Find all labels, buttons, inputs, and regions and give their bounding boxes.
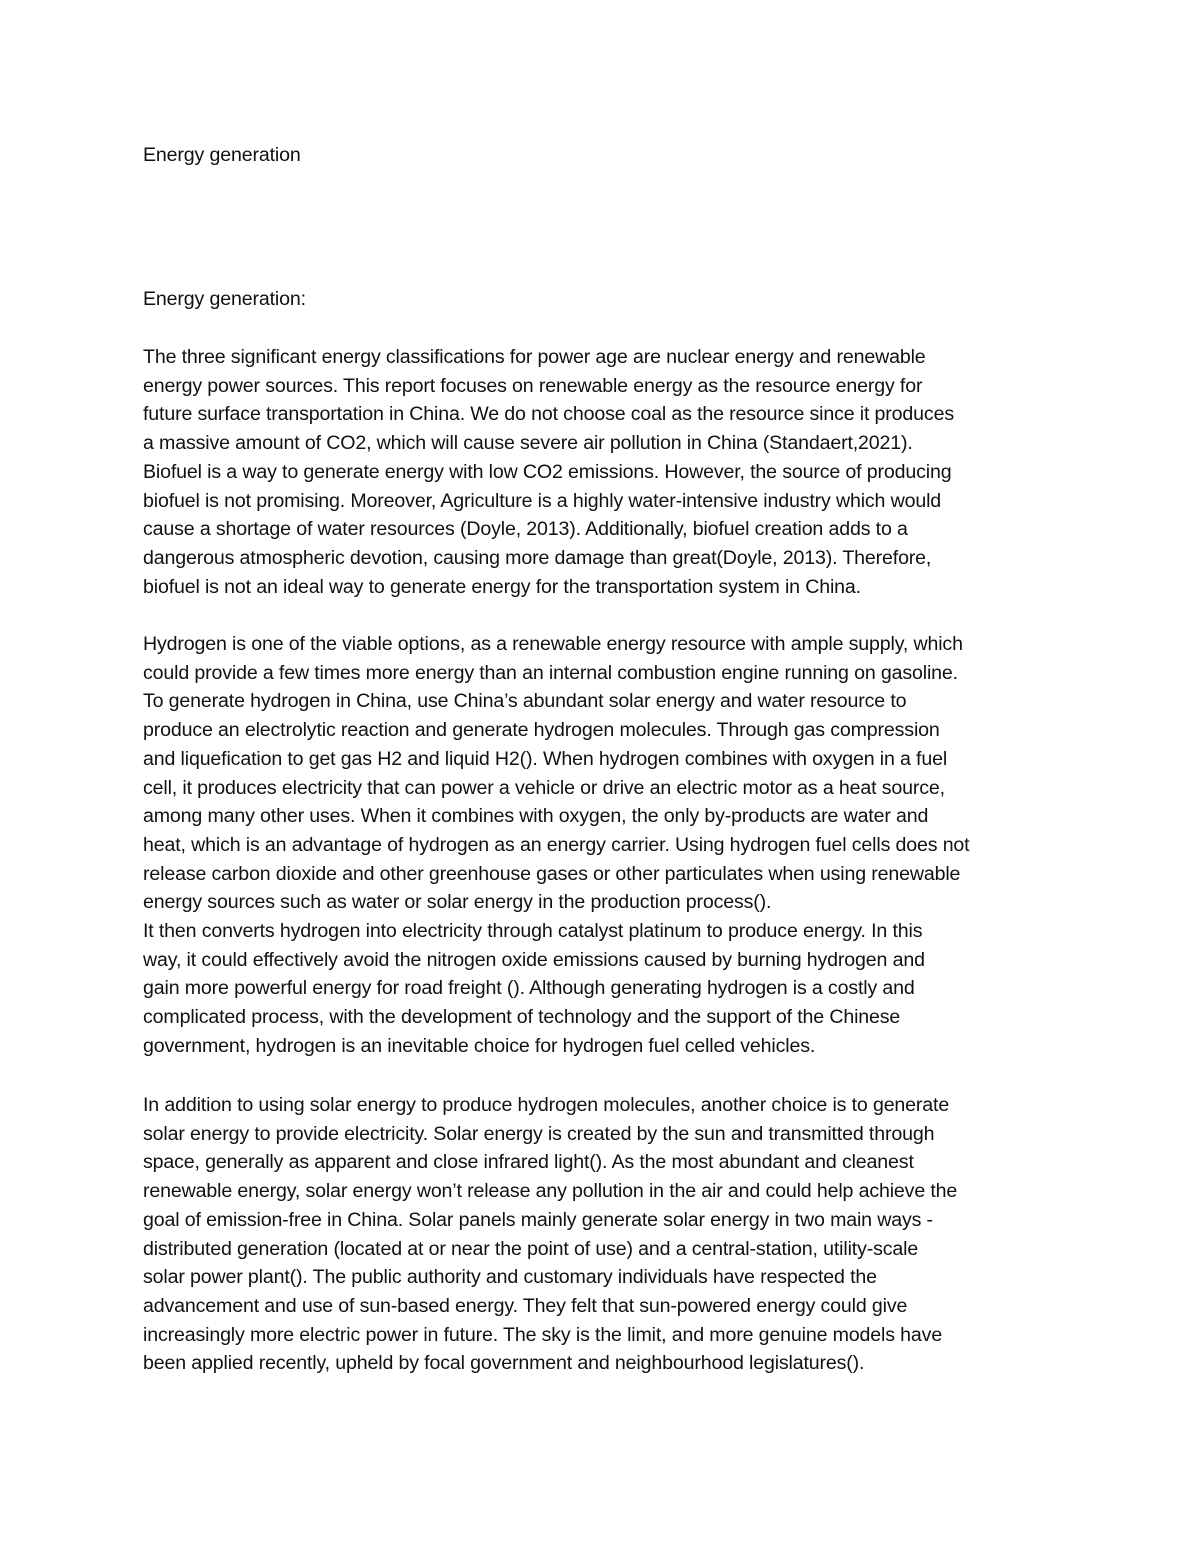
- body-paragraph-hydrogen: Hydrogen is one of the viable options, as a renewable energy resource with ample supply, which could provide a few times more energy than an internal combustion engine running on gasoline. To generate hydrogen in China, use China’s abundant solar energy and water resource to produce an electrolytic reaction and generate hydrogen molecules. Through gas compression and liquefication to get gas H2 and liquid H2(). When hydrogen combines with oxygen in a fuel cell, it produces electricity that can power a vehicle or drive an electric motor as a heat source, among many other uses. When it combines with oxygen, the only by-products are water and heat, which is an advantage of hydrogen as an energy carrier. Using hydrogen fuel cells does not release carbon dioxide and other greenhouse gases or other particulates when using renewable energy sources such as water or solar energy in the production process(). It then converts hydrogen into electricity through catalyst platinum to produce energy. In this way, it could effectively avoid the nitrogen oxide emissions caused by burning hydrogen and gain more powerful energy for road freight (). Although generating hydrogen is a costly and complicated process, with the development of technology and the support of the Chinese government, hydrogen is an inevitable choice for hydrogen fuel celled vehicles.: [143, 633, 970, 1057]
- body-paragraph-solar: In addition to using solar energy to produce hydrogen molecules, another choice is to generate solar energy to provide electricity. Solar energy is created by the sun and transmitted through space, generally as apparent and close infrared light(). As the most abundant and cleanest renewable energy, solar energy won’t release any pollution in the air and could help achieve the goal of emission-free in China. Solar panels mainly generate solar energy in two main ways - distributed generation (located at or near the point of use) and a central-station, utility-scale solar power plant(). The public authority and customary individuals have respected the advancement and use of sun-based energy. They felt that sun-powered energy could give increasingly more electric power in future. The sky is the limit, and more genuine models have been applied recently, upheld by focal government and neighbourhood legislatures().: [143, 1094, 958, 1375]
- document-title: Energy generation: [143, 144, 301, 166]
- section-heading: Energy generation:: [143, 288, 306, 310]
- body-paragraph-biofuel: The three significant energy classifications for power age are nuclear energy and renewable energy power sources. This report focuses on renewable energy as the resource energy for future surface transportation in China. We do not choose coal as the resource since it produces a massive amount of CO2, which will cause severe air pollution in China (Standaert,2021). Biofuel is a way to generate energy with low CO2 emissions. However, the source of producing biofuel is not promising. Moreover, Agriculture is a highly water-intensive industry which would cause a shortage of water resources (Doyle, 2013). Additionally, biofuel creation adds to a dangerous atmospheric devotion, causing more damage than great(Doyle, 2013). Therefore, biofuel is not an ideal way to generate energy for the transportation system in China.: [143, 346, 954, 598]
